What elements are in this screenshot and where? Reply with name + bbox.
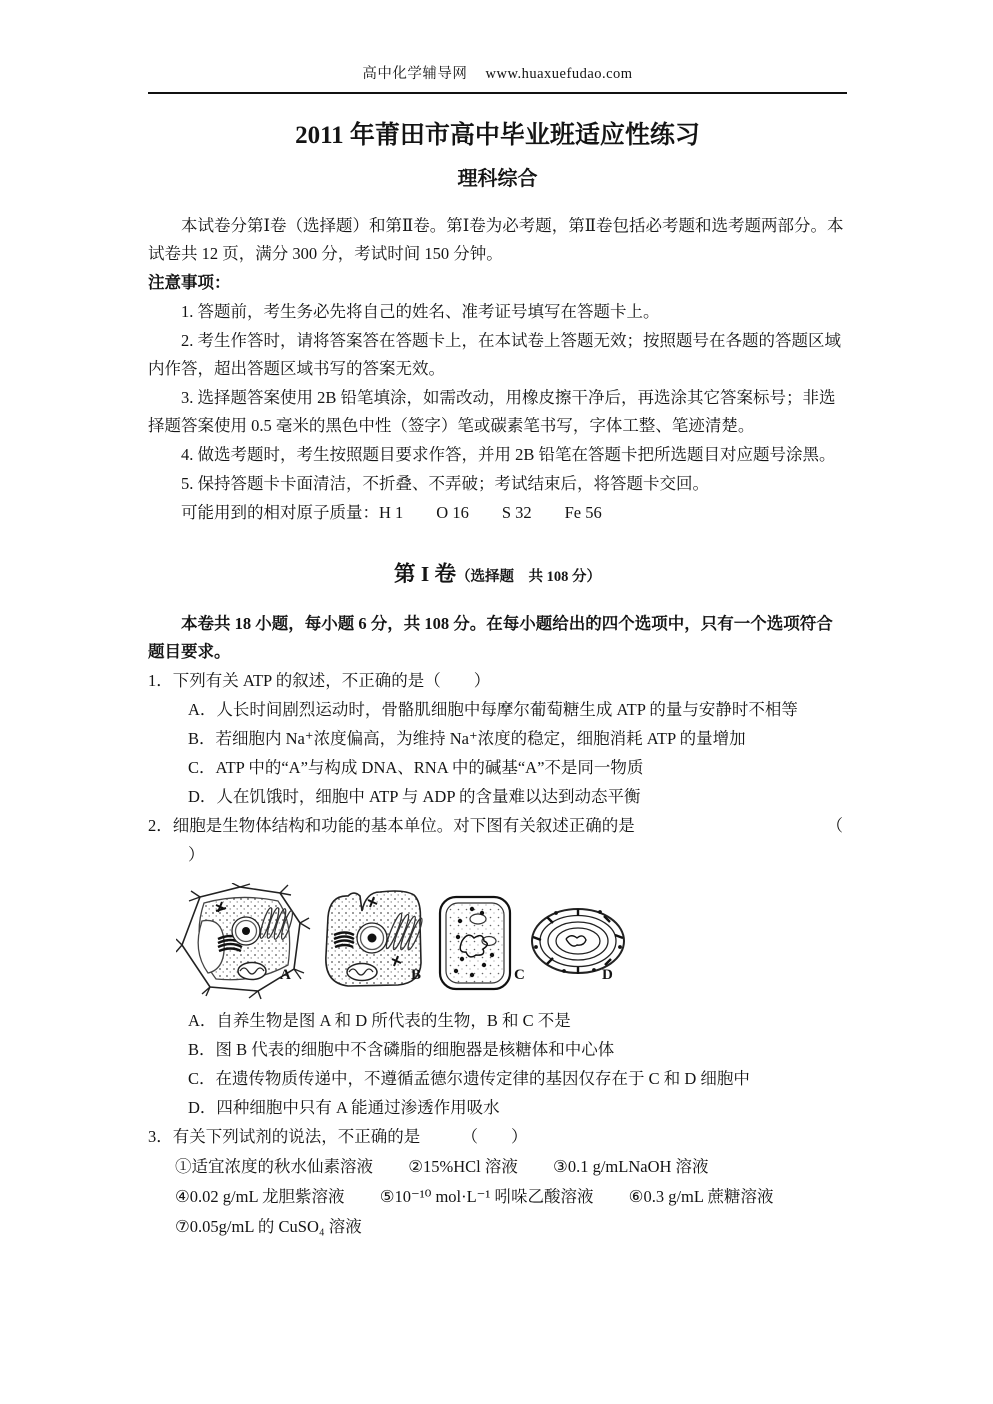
cell-b-animal-cell	[326, 891, 424, 986]
question-3-reagent-line-3	[148, 1213, 847, 1241]
site-url: www.huaxuefudao.com	[485, 66, 633, 82]
section1-title-main: 第 I 卷	[393, 562, 457, 586]
notice-item-3: 3. 选择题答案使用 2B 铅笔填涂，如需改动，用橡皮擦干净后，再选涂其它答案标号；非选择题答案使用 0.5 毫米的黑色中性（签字）笔或碳素笔书写，字体工整、笔迹清楚。	[148, 388, 836, 435]
question-2-option-d: D．四种细胞中只有 A 能通过渗透作用吸水	[188, 1098, 500, 1117]
question-1-stem: 1．下列有关 ATP 的叙述，不正确的是（ ）	[148, 671, 491, 690]
question-2-option-c: C．在遗传物质传递中，不遵循孟德尔遗传定律的基因仅存在于 C 和 D 细胞中	[188, 1069, 750, 1088]
question-1-option-c: C．ATP 中的“A”与构成 DNA、RNA 中的碱基“A”不是同一物质	[188, 758, 644, 777]
question-3-reagent-line-2	[148, 1183, 847, 1211]
question-2-option-b: B．图 B 代表的细胞中不含磷脂的细胞器是核糖体和中心体	[188, 1040, 615, 1059]
atomic-mass-note: 可能用到的相对原子质量：H 1 O 16 S 32 Fe 56	[181, 503, 602, 522]
cell-diagrams-figure	[176, 883, 676, 1001]
reagent-2: ②15%HCl 溶液	[408, 1157, 518, 1176]
question-2	[148, 812, 847, 1122]
exam-intro-paragraph: 本试卷分第Ⅰ卷（选择题）和第Ⅱ卷。第Ⅰ卷为必考题，第Ⅱ卷包括必考题和选考题两部分。本试卷共 12 页，满分 300 分，考试时间 150 分钟。	[148, 216, 844, 263]
figure-label-c: C	[514, 967, 525, 983]
exam-title: 2011 年莆田市高中毕业班适应性练习	[295, 122, 700, 149]
question-3	[148, 1123, 847, 1241]
page-content	[148, 0, 847, 1243]
question-2-option-a: A．自养生物是图 A 和 D 所代表的生物，B 和 C 不是	[188, 1011, 571, 1030]
reagent-3: ③0.1 g/mLNaOH 溶液	[553, 1157, 709, 1176]
reagent-4: ④0.02 g/mL 龙胆紫溶液	[175, 1187, 345, 1206]
notice-item-2: 2. 考生作答时，请将答案答在答题卡上，在本试卷上答题无效；按照题号在各题的答题区域内作答，超出答题区域书写的答案无效。	[148, 331, 841, 378]
question-2-bracket-open: （	[826, 816, 843, 835]
site-name: 高中化学辅导网	[362, 66, 468, 82]
notice-heading: 注意事项：	[148, 273, 231, 292]
figure-label-a: A	[280, 967, 291, 983]
reagent-1: ①适宜浓度的秋水仙素溶液	[175, 1157, 373, 1176]
figure-label-d: D	[602, 967, 613, 983]
section1-title	[148, 557, 847, 594]
question-1	[148, 667, 847, 811]
exam-subtitle: 理科综合	[457, 168, 538, 190]
question-2-stem-line	[148, 812, 847, 840]
cell-d-cyanobacterium	[532, 909, 624, 974]
cell-c-bacterial-cell	[440, 897, 510, 989]
question-1-option-d: D．人在饥饿时，细胞中 ATP 与 ADP 的含量难以达到动态平衡	[188, 787, 641, 806]
reagent-6: ⑥0.3 g/mL 蔗糖溶液	[628, 1187, 774, 1206]
section1-title-sub: （选择题 共 108 分）	[456, 569, 602, 585]
question-1-option-a: A．人长时间剧烈运动时，骨骼肌细胞中每摩尔葡萄糖生成 ATP 的量与安静时不相等	[188, 700, 798, 719]
question-1-option-b: B．若细胞内 Na⁺浓度偏高，为维持 Na⁺浓度的稳定，细胞消耗 ATP 的量增加	[188, 729, 746, 748]
reagent-7: ⑦0.05g/mL 的 CuSO₄ 溶液	[175, 1217, 362, 1236]
section1-instructions: 本卷共 18 小题，每小题 6 分，共 108 分。在每小题给出的四个选项中，只有一个选项符合题目要求。	[148, 614, 833, 661]
figure-label-b: B	[411, 967, 422, 983]
notice-item-1: 1. 答题前，考生务必先将自己的姓名、准考证号填写在答题卡上。	[181, 302, 660, 321]
question-2-bracket-close: ）	[188, 845, 205, 864]
page-header	[148, 0, 847, 94]
cell-diagrams	[176, 883, 676, 1001]
question-3-reagent-line-1	[148, 1153, 847, 1181]
reagent-5: ⑤10⁻¹⁰ mol·L⁻¹ 吲哚乙酸溶液	[379, 1187, 594, 1206]
question-2-stem: 2．细胞是生物体结构和功能的基本单位。对下图有关叙述正确的是	[148, 816, 635, 835]
question-3-stem: 3．有关下列试剂的说法，不正确的是 （ ）	[148, 1127, 528, 1146]
notice-item-4: 4. 做选考题时，考生按照题目要求作答，并用 2B 铅笔在答题卡把所选题目对应题号涂黑。	[181, 445, 836, 464]
notice-item-5: 5. 保持答题卡卡面清洁，不折叠、不弄破；考试结束后，将答题卡交回。	[181, 474, 709, 493]
